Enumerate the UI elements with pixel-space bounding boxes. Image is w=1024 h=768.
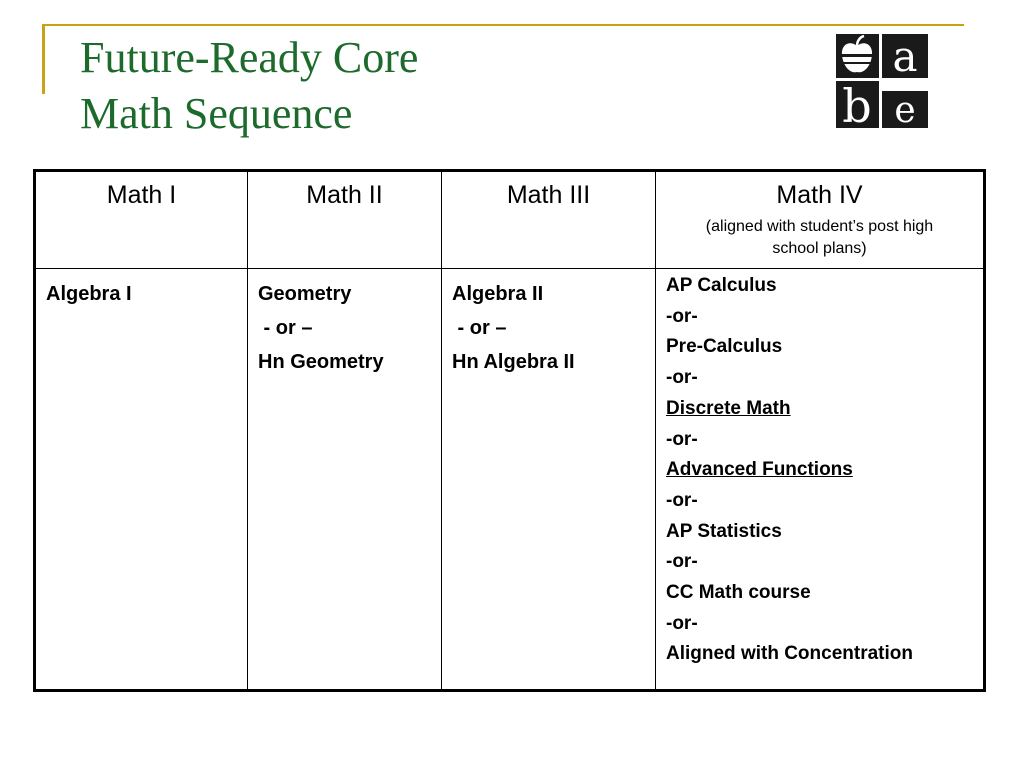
or-separator: -or-	[666, 367, 698, 389]
course-item: Hn Algebra II	[452, 351, 575, 373]
cell-math-iv-courses	[656, 269, 985, 691]
header-math-ii	[248, 171, 442, 269]
or-separator: -or-	[666, 428, 698, 450]
or-separator: -or-	[666, 305, 698, 327]
apple-abc-logo-icon	[836, 34, 928, 128]
or-separator: - or –	[258, 317, 313, 339]
course-item: Aligned with Concentration	[666, 643, 913, 665]
or-separator: -or-	[666, 489, 698, 511]
header-label: Math I	[106, 181, 177, 209]
or-separator: - or –	[452, 317, 507, 339]
math-sequence-table	[33, 169, 986, 692]
logo-letter-b: b	[842, 79, 872, 128]
course-item: AP Statistics	[666, 520, 782, 542]
course-item: Algebra II	[452, 283, 544, 305]
header-label: Math III	[506, 181, 591, 209]
header-label: Math II	[306, 181, 383, 209]
header-math-iii	[442, 171, 656, 269]
header-math-i	[35, 171, 248, 269]
course-item: AP Calculus	[666, 275, 777, 296]
course-item: Pre-Calculus	[666, 336, 783, 358]
course-row	[35, 269, 985, 691]
course-item: Algebra I	[46, 283, 132, 305]
or-separator: -or-	[666, 551, 698, 573]
cell-math-iii-courses	[442, 269, 656, 691]
accent-line-vertical	[42, 25, 45, 94]
header-subtitle: (aligned with student’s post high school plans)	[705, 218, 934, 257]
cell-math-i-courses	[35, 269, 248, 691]
course-item-underlined: Advanced Functions	[666, 459, 853, 481]
slide-title	[80, 30, 418, 142]
accent-line-horizontal	[42, 24, 964, 26]
slide-title-line-1: Future-Ready Core	[80, 33, 419, 82]
course-item-underlined: Discrete Math	[666, 397, 791, 419]
slide-title-line-2: Math Sequence	[80, 89, 353, 138]
header-row	[35, 171, 985, 269]
logo-letter-a: a	[892, 34, 918, 81]
header-label: Math IV	[776, 181, 863, 209]
logo-letter-e: e	[894, 90, 916, 128]
or-separator: -or-	[666, 612, 698, 634]
course-item: Geometry	[258, 283, 352, 305]
course-item: CC Math course	[666, 582, 811, 604]
course-item: Hn Geometry	[258, 351, 384, 373]
cell-math-ii-courses	[248, 269, 442, 691]
header-math-iv	[656, 171, 985, 269]
